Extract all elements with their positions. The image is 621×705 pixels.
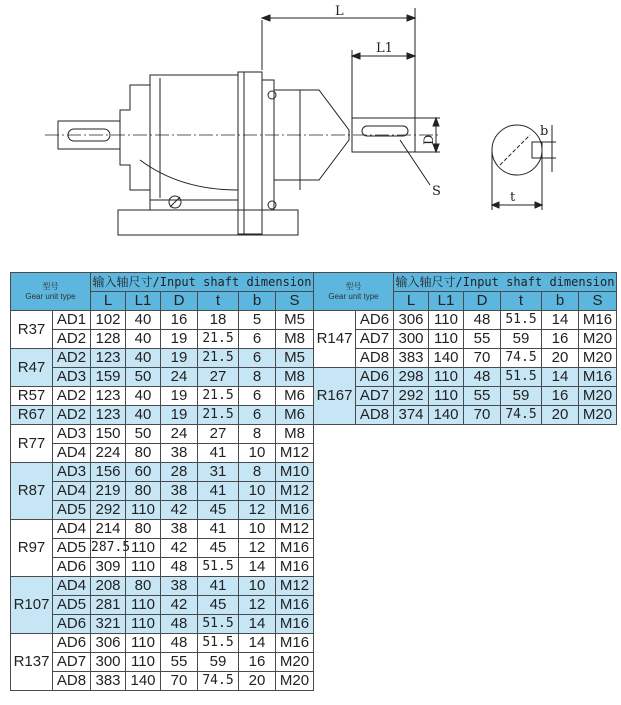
- value-cell-t: 51.5: [501, 311, 542, 330]
- table-row: [11, 634, 314, 653]
- table-row: [11, 482, 314, 501]
- type-header: [11, 273, 91, 311]
- value-cell-l1: 110: [126, 634, 161, 653]
- adapter-cell: AD7: [356, 330, 394, 349]
- value-cell-l: 156: [91, 463, 126, 482]
- value-cell-t: 21.5: [198, 330, 239, 349]
- value-cell-d: 55: [464, 330, 501, 349]
- value-cell-l1: 110: [429, 387, 464, 406]
- adapter-cell: AD4: [53, 577, 91, 596]
- value-cell-b: 10: [239, 482, 276, 501]
- table-row: [11, 368, 314, 387]
- value-cell-d: 24: [161, 368, 198, 387]
- value-cell-l1: 110: [429, 311, 464, 330]
- value-cell-l1: 110: [126, 539, 161, 558]
- value-cell-b: 14: [542, 368, 579, 387]
- value-cell-t: 74.5: [501, 406, 542, 425]
- value-cell-s: M16: [579, 368, 617, 387]
- model-cell: R37: [11, 311, 53, 349]
- dim-label-L: L: [335, 4, 344, 19]
- value-cell-d: 48: [161, 615, 198, 634]
- adapter-cell: AD2: [53, 387, 91, 406]
- value-cell-s: M12: [276, 520, 314, 539]
- value-cell-b: 14: [239, 634, 276, 653]
- table-row: [11, 577, 314, 596]
- value-cell-l: 306: [394, 311, 429, 330]
- adapter-cell: AD6: [356, 311, 394, 330]
- column-header-s: S: [579, 292, 617, 311]
- table-row: [314, 311, 617, 330]
- value-cell-d: 55: [464, 387, 501, 406]
- value-cell-l1: 140: [429, 349, 464, 368]
- value-cell-t: 21.5: [198, 387, 239, 406]
- value-cell-l1: 40: [126, 387, 161, 406]
- value-cell-t: 27: [198, 368, 239, 387]
- value-cell-l: 208: [91, 577, 126, 596]
- dim-label-b: b: [540, 124, 549, 139]
- value-cell-s: M8: [276, 368, 314, 387]
- value-cell-d: 48: [464, 368, 501, 387]
- value-cell-b: 20: [542, 349, 579, 368]
- table-row: [314, 406, 617, 425]
- value-cell-d: 28: [161, 463, 198, 482]
- value-cell-l1: 110: [126, 501, 161, 520]
- value-cell-d: 70: [161, 672, 198, 691]
- value-cell-l: 383: [91, 672, 126, 691]
- value-cell-b: 12: [239, 539, 276, 558]
- column-header-s: S: [276, 292, 314, 311]
- value-cell-d: 48: [161, 634, 198, 653]
- value-cell-l: 224: [91, 444, 126, 463]
- table-row: [11, 653, 314, 672]
- value-cell-l: 159: [91, 368, 126, 387]
- value-cell-b: 8: [239, 425, 276, 444]
- value-cell-d: 38: [161, 577, 198, 596]
- value-cell-l: 102: [91, 311, 126, 330]
- value-cell-t: 59: [501, 330, 542, 349]
- dim-label-S: S: [432, 184, 441, 199]
- value-cell-d: 55: [161, 653, 198, 672]
- adapter-cell: AD4: [53, 444, 91, 463]
- type-header-cn: 型号: [42, 281, 59, 291]
- table-row: [11, 387, 314, 406]
- table-row: [11, 406, 314, 425]
- value-cell-l: 128: [91, 330, 126, 349]
- table-row: [314, 349, 617, 368]
- column-header-l: L: [91, 292, 126, 311]
- value-cell-l1: 110: [126, 615, 161, 634]
- value-cell-b: 6: [239, 387, 276, 406]
- value-cell-d: 38: [161, 482, 198, 501]
- adapter-cell: AD7: [53, 653, 91, 672]
- model-cell: R167: [314, 368, 356, 425]
- value-cell-s: M20: [579, 349, 617, 368]
- table-row: [11, 425, 314, 444]
- value-cell-s: M5: [276, 349, 314, 368]
- value-cell-s: M6: [276, 406, 314, 425]
- adapter-cell: AD2: [53, 330, 91, 349]
- value-cell-b: 8: [239, 368, 276, 387]
- shaft-dimension-table-right: [313, 272, 617, 425]
- value-cell-s: M8: [276, 330, 314, 349]
- value-cell-l1: 50: [126, 425, 161, 444]
- table-row: [11, 330, 314, 349]
- value-cell-d: 19: [161, 330, 198, 349]
- value-cell-l1: 110: [126, 558, 161, 577]
- column-header-l: L: [394, 292, 429, 311]
- value-cell-l: 123: [91, 387, 126, 406]
- value-cell-s: M16: [276, 558, 314, 577]
- value-cell-t: 41: [198, 444, 239, 463]
- value-cell-t: 74.5: [501, 349, 542, 368]
- value-cell-b: 6: [239, 406, 276, 425]
- shaft-dimension-table-left: [10, 272, 314, 691]
- value-cell-t: 21.5: [198, 406, 239, 425]
- table-row: [11, 596, 314, 615]
- adapter-cell: AD8: [356, 406, 394, 425]
- column-header-b: b: [239, 292, 276, 311]
- value-cell-l1: 50: [126, 368, 161, 387]
- value-cell-l: 214: [91, 520, 126, 539]
- value-cell-s: M5: [276, 311, 314, 330]
- value-cell-b: 20: [542, 406, 579, 425]
- value-cell-b: 16: [542, 330, 579, 349]
- value-cell-s: M16: [276, 501, 314, 520]
- value-cell-l: 123: [91, 406, 126, 425]
- value-cell-l1: 80: [126, 520, 161, 539]
- value-cell-l1: 80: [126, 577, 161, 596]
- value-cell-b: 6: [239, 349, 276, 368]
- value-cell-l: 150: [91, 425, 126, 444]
- adapter-cell: AD5: [53, 596, 91, 615]
- value-cell-s: M16: [276, 596, 314, 615]
- dim-label-L1: L1: [376, 41, 393, 56]
- value-cell-l1: 80: [126, 482, 161, 501]
- value-cell-l: 292: [394, 387, 429, 406]
- dimension-header: 输入轴尺寸/Input shaft dimension: [91, 273, 314, 292]
- value-cell-t: 41: [198, 520, 239, 539]
- value-cell-l: 300: [91, 653, 126, 672]
- value-cell-b: 6: [239, 330, 276, 349]
- value-cell-l1: 40: [126, 349, 161, 368]
- value-cell-l: 281: [91, 596, 126, 615]
- model-cell: R77: [11, 425, 53, 463]
- model-cell: R137: [11, 634, 53, 691]
- dimension-header: 输入轴尺寸/Input shaft dimension: [394, 273, 617, 292]
- table-row: [11, 501, 314, 520]
- value-cell-d: 48: [161, 558, 198, 577]
- value-cell-s: M16: [276, 634, 314, 653]
- value-cell-d: 19: [161, 406, 198, 425]
- value-cell-l1: 40: [126, 330, 161, 349]
- value-cell-b: 8: [239, 463, 276, 482]
- column-header-d: D: [464, 292, 501, 311]
- adapter-cell: AD6: [356, 368, 394, 387]
- column-header-l1: L1: [126, 292, 161, 311]
- value-cell-l: 219: [91, 482, 126, 501]
- value-cell-l: 309: [91, 558, 126, 577]
- value-cell-s: M16: [276, 539, 314, 558]
- column-header-l1: L1: [429, 292, 464, 311]
- value-cell-l1: 110: [429, 368, 464, 387]
- value-cell-l1: 80: [126, 444, 161, 463]
- table-row: [11, 520, 314, 539]
- value-cell-s: M16: [276, 615, 314, 634]
- value-cell-l: 287.5: [91, 539, 126, 558]
- table-row: [314, 330, 617, 349]
- adapter-cell: AD3: [53, 368, 91, 387]
- table-row: [11, 558, 314, 577]
- value-cell-l: 298: [394, 368, 429, 387]
- column-header-b: b: [542, 292, 579, 311]
- value-cell-l1: 40: [126, 406, 161, 425]
- value-cell-t: 27: [198, 425, 239, 444]
- model-cell: R57: [11, 387, 53, 406]
- model-cell: R67: [11, 406, 53, 425]
- type-header-cn: 型号: [345, 281, 362, 291]
- value-cell-s: M8: [276, 425, 314, 444]
- value-cell-d: 42: [161, 501, 198, 520]
- model-cell: R107: [11, 577, 53, 634]
- value-cell-s: M20: [579, 387, 617, 406]
- value-cell-b: 16: [542, 387, 579, 406]
- value-cell-b: 5: [239, 311, 276, 330]
- model-cell: R87: [11, 463, 53, 520]
- adapter-cell: AD8: [53, 672, 91, 691]
- adapter-cell: AD1: [53, 311, 91, 330]
- value-cell-s: M6: [276, 387, 314, 406]
- table-row: [11, 444, 314, 463]
- value-cell-t: 51.5: [198, 558, 239, 577]
- table-row: [11, 349, 314, 368]
- adapter-cell: AD4: [53, 520, 91, 539]
- value-cell-d: 38: [161, 444, 198, 463]
- table-row: [11, 463, 314, 482]
- gear-unit-drawing: [0, 0, 621, 270]
- type-header-en: Gear unit type: [328, 291, 379, 301]
- value-cell-b: 10: [239, 520, 276, 539]
- value-cell-l1: 110: [429, 330, 464, 349]
- adapter-cell: AD6: [53, 615, 91, 634]
- value-cell-d: 70: [464, 406, 501, 425]
- adapter-cell: AD5: [53, 539, 91, 558]
- value-cell-l: 374: [394, 406, 429, 425]
- value-cell-s: M12: [276, 482, 314, 501]
- adapter-cell: AD3: [53, 425, 91, 444]
- column-header-t: t: [198, 292, 239, 311]
- value-cell-l1: 110: [126, 596, 161, 615]
- value-cell-t: 51.5: [198, 615, 239, 634]
- value-cell-d: 24: [161, 425, 198, 444]
- value-cell-b: 14: [542, 311, 579, 330]
- adapter-cell: AD2: [53, 406, 91, 425]
- adapter-cell: AD4: [53, 482, 91, 501]
- table-row: [11, 615, 314, 634]
- value-cell-s: M20: [579, 406, 617, 425]
- table-row: [11, 311, 314, 330]
- value-cell-b: 12: [239, 596, 276, 615]
- value-cell-t: 45: [198, 539, 239, 558]
- column-header-t: t: [501, 292, 542, 311]
- value-cell-t: 21.5: [198, 349, 239, 368]
- column-header-d: D: [161, 292, 198, 311]
- value-cell-b: 16: [239, 653, 276, 672]
- value-cell-l: 306: [91, 634, 126, 653]
- type-header: [314, 273, 394, 311]
- value-cell-t: 41: [198, 482, 239, 501]
- value-cell-t: 45: [198, 501, 239, 520]
- value-cell-d: 16: [161, 311, 198, 330]
- value-cell-t: 41: [198, 577, 239, 596]
- adapter-cell: AD8: [356, 349, 394, 368]
- adapter-cell: AD2: [53, 349, 91, 368]
- value-cell-d: 48: [464, 311, 501, 330]
- adapter-cell: AD6: [53, 634, 91, 653]
- value-cell-l: 292: [91, 501, 126, 520]
- table-row: [314, 387, 617, 406]
- value-cell-d: 19: [161, 349, 198, 368]
- value-cell-l: 123: [91, 349, 126, 368]
- adapter-cell: AD3: [53, 463, 91, 482]
- value-cell-d: 70: [464, 349, 501, 368]
- value-cell-t: 51.5: [501, 368, 542, 387]
- table-row: [11, 539, 314, 558]
- value-cell-l1: 60: [126, 463, 161, 482]
- value-cell-t: 18: [198, 311, 239, 330]
- adapter-cell: AD6: [53, 558, 91, 577]
- value-cell-b: 10: [239, 444, 276, 463]
- value-cell-s: M12: [276, 444, 314, 463]
- value-cell-s: M10: [276, 463, 314, 482]
- value-cell-d: 42: [161, 596, 198, 615]
- value-cell-s: M20: [276, 653, 314, 672]
- value-cell-s: M12: [276, 577, 314, 596]
- dim-label-t: t: [510, 190, 516, 205]
- type-header-en: Gear unit type: [25, 291, 76, 301]
- model-cell: R147: [314, 311, 356, 368]
- value-cell-t: 74.5: [198, 672, 239, 691]
- value-cell-b: 20: [239, 672, 276, 691]
- value-cell-s: M16: [579, 311, 617, 330]
- value-cell-l1: 140: [429, 406, 464, 425]
- value-cell-t: 45: [198, 596, 239, 615]
- value-cell-l1: 40: [126, 311, 161, 330]
- value-cell-d: 19: [161, 387, 198, 406]
- model-cell: R47: [11, 349, 53, 387]
- value-cell-t: 51.5: [198, 634, 239, 653]
- value-cell-l: 383: [394, 349, 429, 368]
- value-cell-l1: 110: [126, 653, 161, 672]
- table-row: [11, 672, 314, 691]
- value-cell-l: 321: [91, 615, 126, 634]
- value-cell-l1: 140: [126, 672, 161, 691]
- value-cell-b: 14: [239, 558, 276, 577]
- value-cell-t: 59: [198, 653, 239, 672]
- adapter-cell: AD7: [356, 387, 394, 406]
- value-cell-d: 42: [161, 539, 198, 558]
- value-cell-b: 12: [239, 501, 276, 520]
- value-cell-s: M20: [579, 330, 617, 349]
- value-cell-s: M20: [276, 672, 314, 691]
- value-cell-l: 300: [394, 330, 429, 349]
- value-cell-d: 38: [161, 520, 198, 539]
- value-cell-t: 31: [198, 463, 239, 482]
- value-cell-b: 10: [239, 577, 276, 596]
- table-row: [314, 368, 617, 387]
- value-cell-t: 59: [501, 387, 542, 406]
- value-cell-b: 14: [239, 615, 276, 634]
- model-cell: R97: [11, 520, 53, 577]
- adapter-cell: AD5: [53, 501, 91, 520]
- dim-label-D: D: [422, 134, 437, 145]
